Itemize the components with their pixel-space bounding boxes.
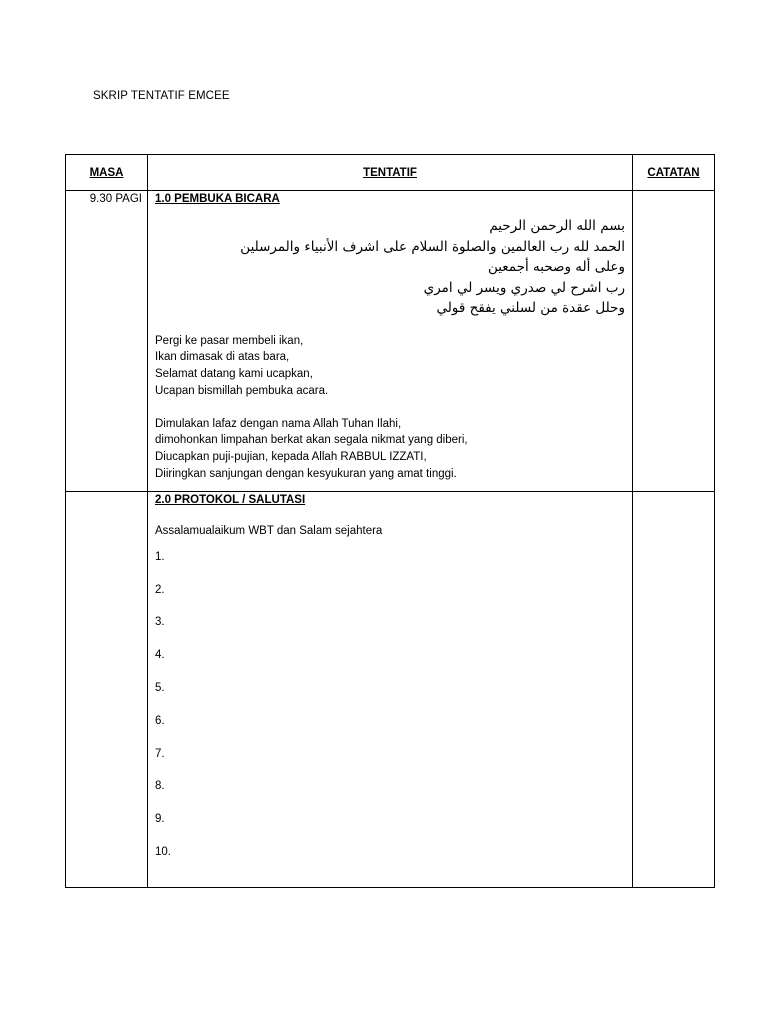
list-item: 2. — [155, 583, 165, 596]
header-tentatif: TENTATIF — [148, 155, 633, 191]
arabic-prayer — [155, 216, 625, 319]
list-item: 3. — [155, 616, 165, 629]
list-item: 9. — [155, 813, 165, 826]
pantun-line: Dimulakan lafaz dengan nama Allah Tuhan Ilahi, — [155, 417, 402, 430]
pantun-line: Diiringkan sanjungan dengan kesyukuran yang amat tinggi. — [155, 468, 457, 481]
pantun-line: Diucapkan puji-pujian, kepada Allah RABBUL IZZATI, — [155, 451, 427, 464]
tentatif-cell-pembuka — [148, 191, 633, 492]
list-item: 7. — [155, 747, 165, 760]
pantun-2 — [155, 416, 625, 483]
list-item: 8. — [155, 780, 165, 793]
section-title-protokol: 2.0 PROTOKOL / SALUTASI — [155, 493, 306, 506]
pantun-line: dimohonkan limpahan berkat akan segala nikmat yang diberi, — [155, 434, 468, 447]
greeting-text: Assalamualaikum WBT dan Salam sejahtera — [155, 524, 383, 537]
tentatif-table — [65, 154, 715, 888]
tentatif-cell-protokol — [148, 491, 633, 887]
header-row — [66, 155, 715, 191]
row-pembuka-bicara — [66, 191, 715, 492]
pantun-line: Selamat datang kami ucapkan, — [155, 368, 313, 381]
list-item: 6. — [155, 714, 165, 727]
catatan-cell — [633, 491, 715, 887]
masa-cell-empty — [66, 491, 148, 887]
header-catatan: CATATAN — [633, 155, 715, 191]
row-protokol — [66, 491, 715, 887]
masa-cell: 9.30 PAGI — [66, 191, 148, 492]
arabic-line: الحمد لله رب العالمين والصلوة السلام على اشرف الأنبياء والمرسلين — [240, 238, 625, 255]
list-item: 10. — [155, 846, 171, 859]
pantun-line: Ucapan bismillah pembuka acara. — [155, 384, 329, 397]
header-masa: MASA — [66, 155, 148, 191]
list-item: 4. — [155, 649, 165, 662]
pantun-1 — [155, 333, 625, 400]
list-item: 5. — [155, 682, 165, 695]
document-title: SKRIP TENTATIF EMCEE — [93, 90, 230, 102]
pantun-line: Ikan dimasak di atas bara, — [155, 351, 290, 364]
arabic-line: وحلل عقدة من لسلني يفقح قولي — [436, 300, 625, 316]
section-title-pembuka: 1.0 PEMBUKA BICARA — [155, 193, 280, 205]
list-item: 1. — [155, 550, 165, 563]
arabic-line: بسم الله الرحمن الرحيم — [489, 218, 625, 234]
pantun-line: Pergi ke pasar membeli ikan, — [155, 334, 304, 347]
arabic-line: رب اشرح لي صدري ويسر لي امري — [423, 279, 625, 296]
arabic-line: وعلى أله وصحبه أجمعين — [487, 259, 625, 275]
salutation-list — [155, 550, 625, 878]
catatan-cell — [633, 191, 715, 492]
